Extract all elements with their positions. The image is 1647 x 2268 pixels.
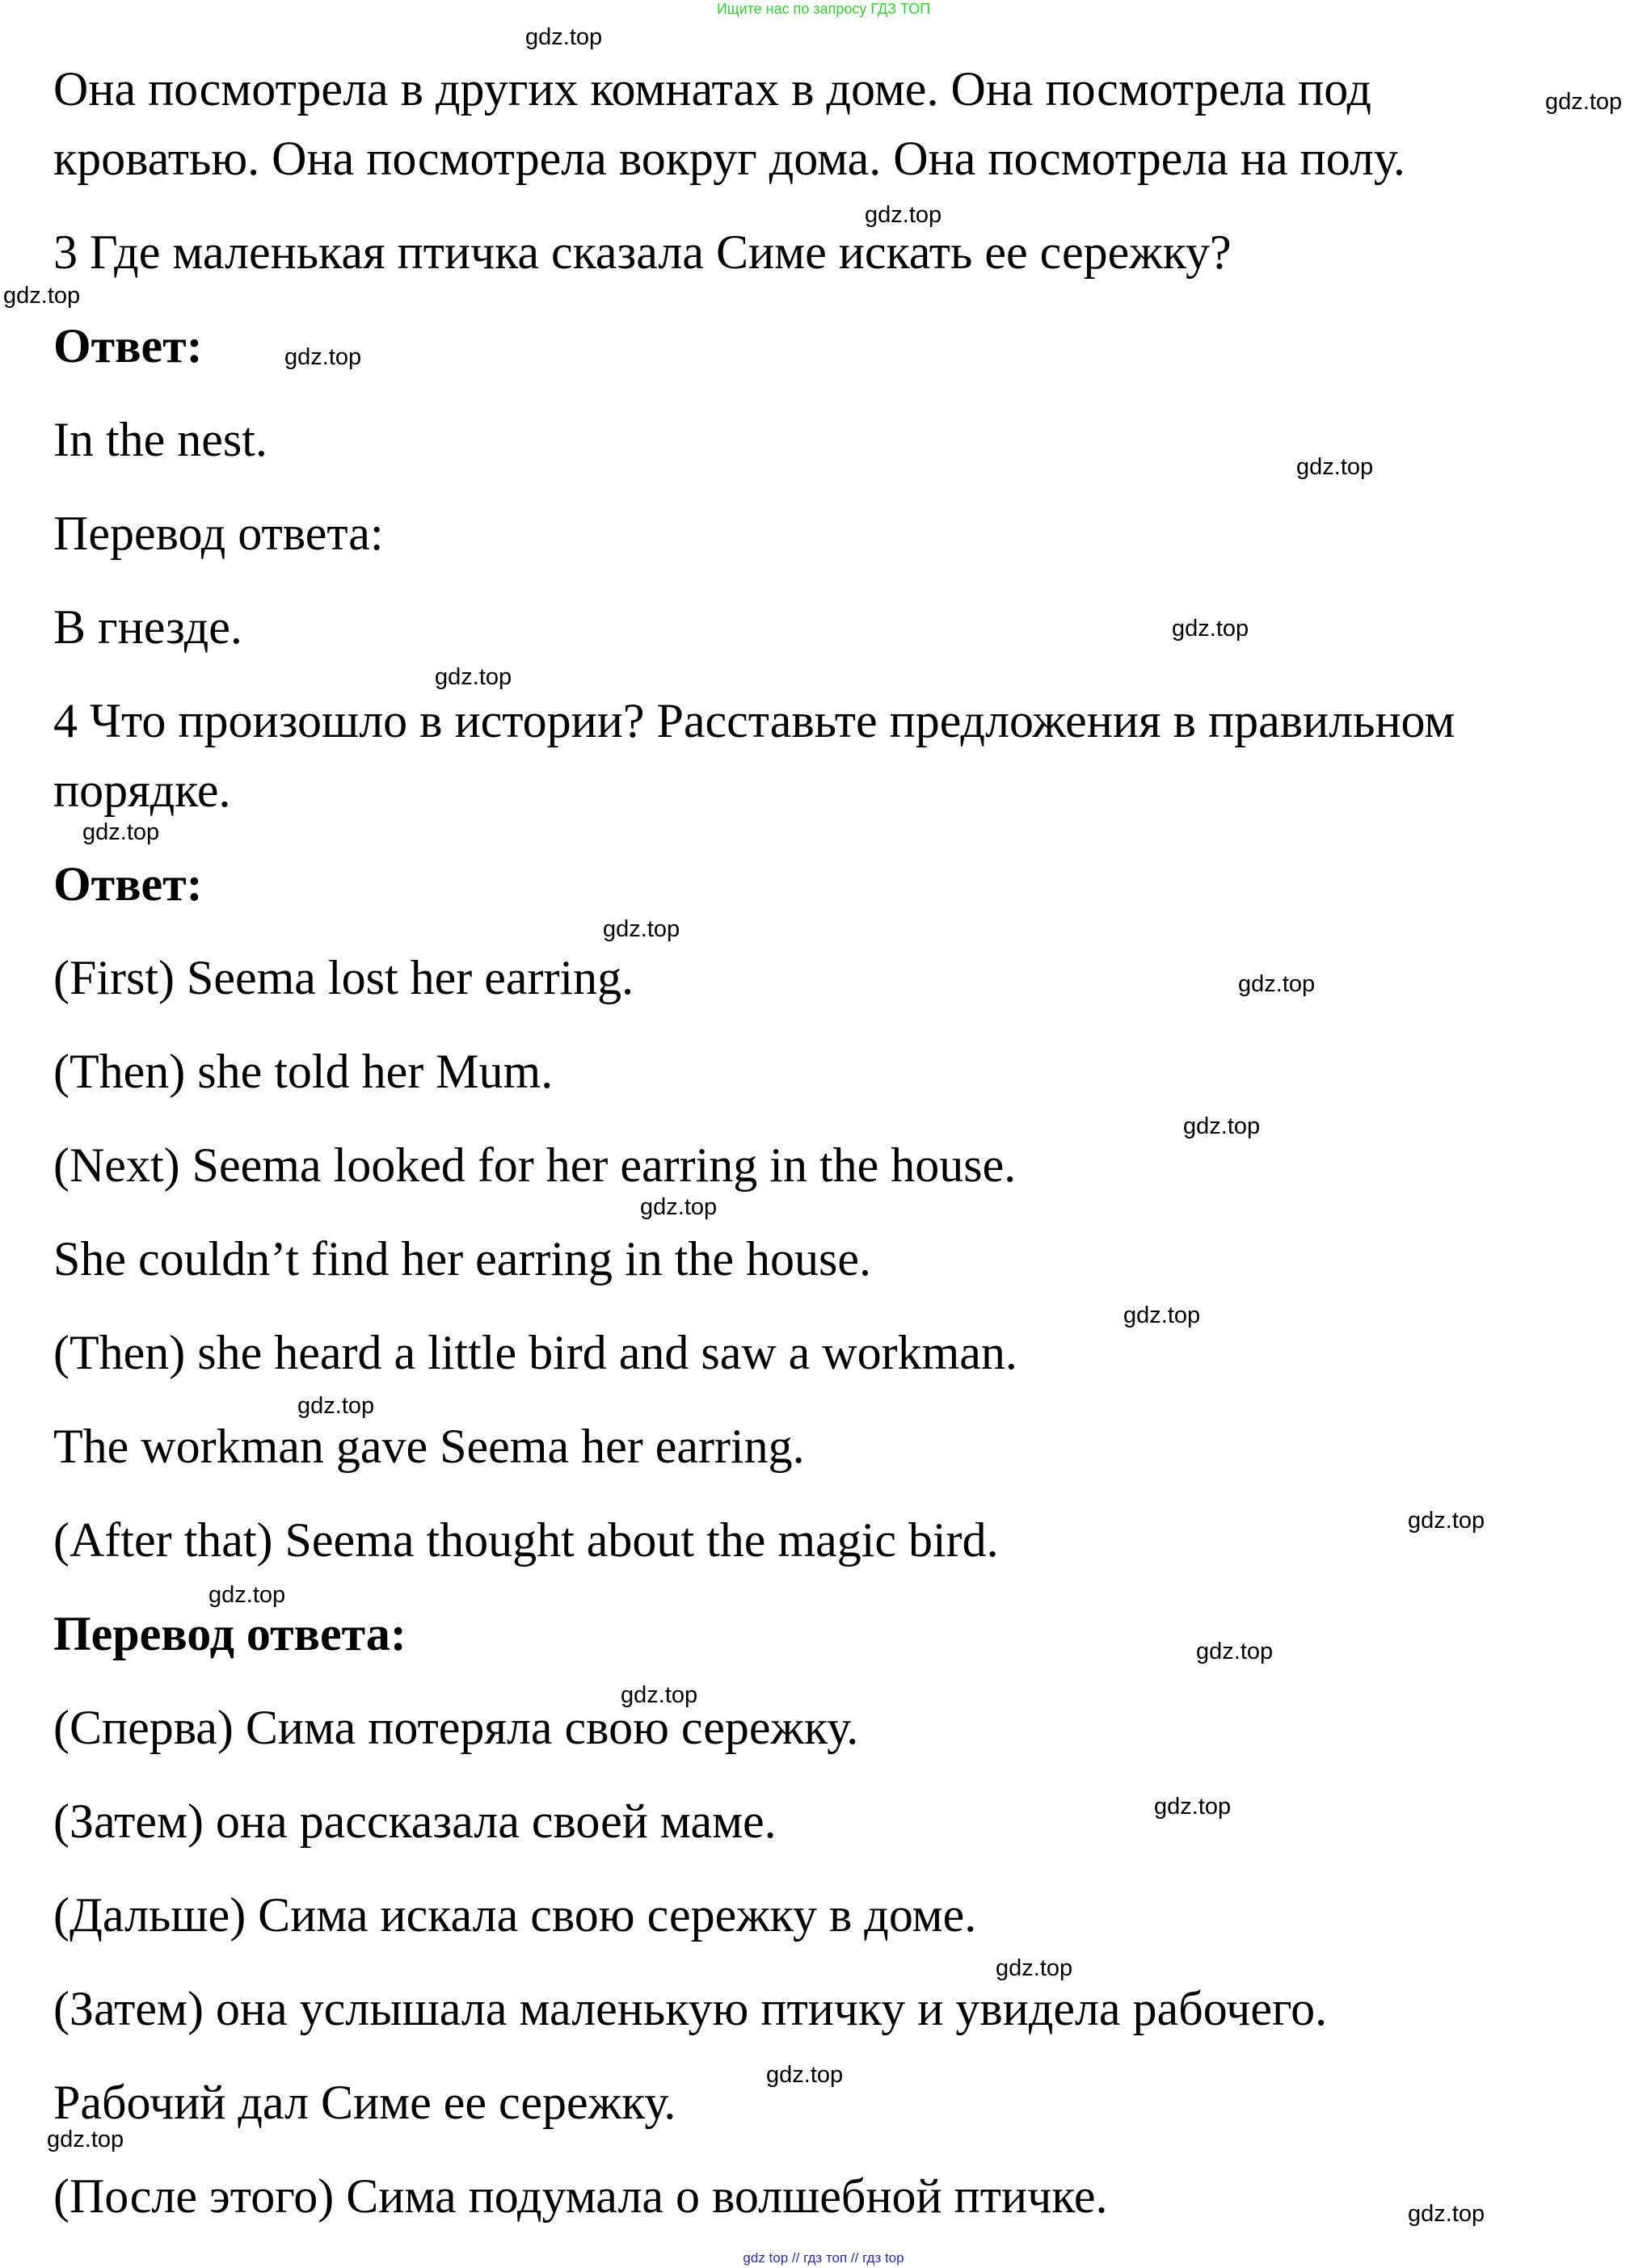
watermark: gdz.top: [1296, 454, 1374, 480]
answer-heading: Ответ:: [53, 319, 203, 372]
watermark: gdz.top: [525, 24, 603, 50]
translation-label: Перевод ответа:: [53, 507, 384, 560]
text-line: кроватью. Она посмотрела вокруг дома. Она посмотрела на полу.: [53, 132, 1405, 185]
watermark: gdz.top: [284, 344, 362, 370]
watermark: gdz.top: [297, 1393, 375, 1419]
translation-heading: Перевод ответа:: [53, 1607, 406, 1660]
translation-line: (Затем) она рассказала своей маме.: [53, 1795, 777, 1848]
watermark: gdz.top: [865, 202, 942, 228]
watermark: gdz.top: [47, 2127, 124, 2152]
watermark: gdz.top: [435, 664, 512, 690]
text-line: Она посмотрела в других комнатах в доме. Она посмотрела под: [53, 62, 1371, 116]
watermark: gdz.top: [996, 1955, 1073, 1981]
answer-text: In the nest.: [53, 413, 267, 466]
question-4: 4 Что произошло в истории? Расставьте предложения в правильном: [53, 694, 1455, 747]
watermark: gdz.top: [1408, 2201, 1485, 2227]
answer-line: (Then) she told her Mum.: [53, 1045, 554, 1098]
answer-line: (First) Seema lost her earring.: [53, 951, 634, 1004]
answer-line: (Next) Seema looked for her earring in the house.: [53, 1138, 1017, 1192]
watermark: gdz.top: [1123, 1302, 1201, 1328]
watermark: gdz.top: [1172, 616, 1249, 642]
watermark: gdz.top: [3, 283, 81, 309]
watermark: gdz.top: [209, 1582, 286, 1608]
watermark: gdz.top: [82, 819, 160, 845]
translation-line: (После этого) Сима подумала о волшебной птичке.: [53, 2169, 1108, 2223]
translation-line: Рабочий дал Симе ее сережку.: [53, 2076, 676, 2129]
question-4-cont: порядке.: [53, 764, 231, 817]
translation-text: В гнезде.: [53, 600, 242, 654]
watermark: gdz.top: [1408, 1508, 1485, 1534]
top-banner: Ищите нас по запросу ГДЗ ТОП: [716, 1, 931, 17]
footer: gdz top // гдз топ // гдз top: [743, 2250, 904, 2266]
watermark: gdz.top: [1154, 1794, 1232, 1820]
watermark: gdz.top: [640, 1194, 718, 1220]
translation-line: (Затем) она услышала маленькую птичку и увидела рабочего.: [53, 1982, 1328, 2035]
answer-line: The workman gave Seema her earring.: [53, 1420, 805, 1473]
answer-heading: Ответ:: [53, 857, 203, 911]
answer-line: She couldn’t find her earring in the house.: [53, 1232, 871, 1285]
answer-line: (After that) Seema thought about the magic bird.: [53, 1513, 999, 1567]
watermark: gdz.top: [1545, 89, 1623, 115]
question-3: 3 Где маленькая птичка сказала Симе искать ее сережку?: [53, 225, 1232, 279]
watermark: gdz.top: [1183, 1113, 1261, 1139]
watermark: gdz.top: [766, 2062, 844, 2088]
watermark: gdz.top: [603, 916, 680, 942]
watermark: gdz.top: [1196, 1639, 1274, 1664]
answer-line: (Then) she heard a little bird and saw a workman.: [53, 1326, 1017, 1379]
watermark: gdz.top: [621, 1682, 698, 1708]
watermark: gdz.top: [1238, 971, 1316, 997]
translation-line: (Дальше) Сима искала свою сережку в доме.: [53, 1888, 977, 1942]
translation-line: (Сперва) Сима потеряла свою сережку.: [53, 1701, 859, 1754]
